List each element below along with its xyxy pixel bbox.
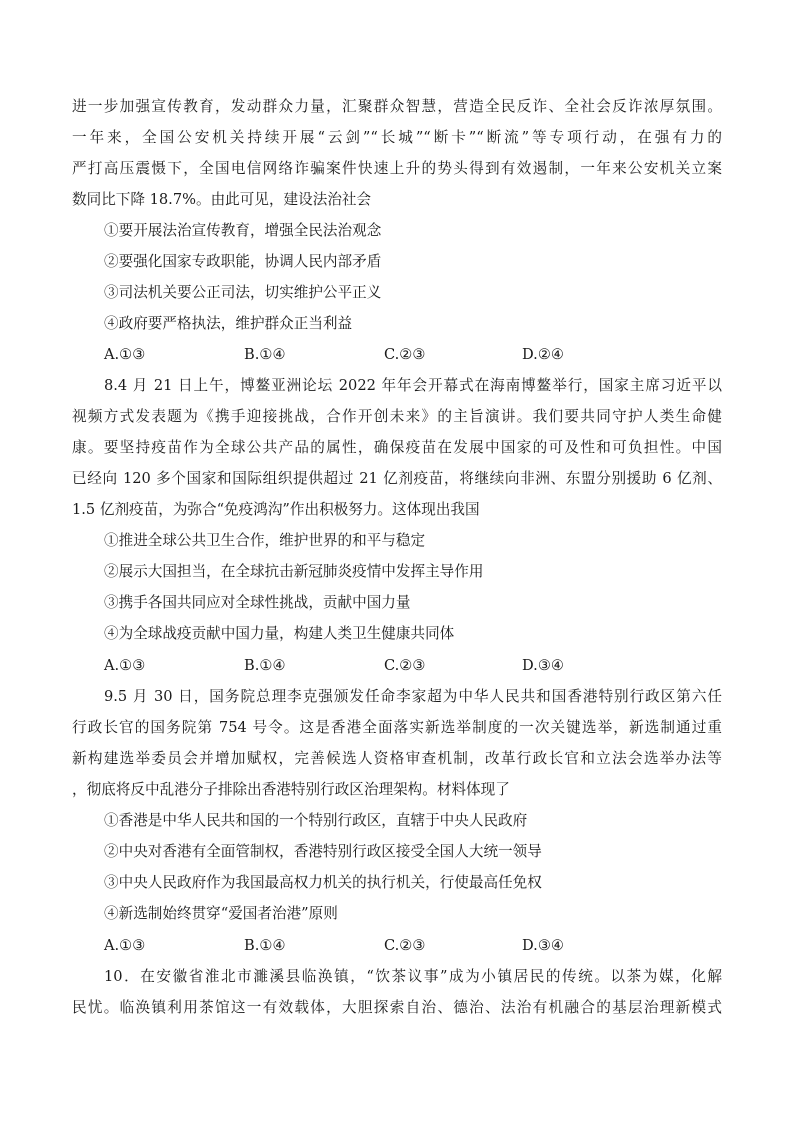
intro-line-2: 一年来，全国公安机关持续开展“云剑”“长城”“断卡”“断流”等专项行动，在强有力的 (72, 129, 722, 146)
q8-line-3: 康。要坚持疫苗作为全球公共产品的属性，确保疫苗在发展中国家的可及性和可负担性。中国 (72, 439, 722, 456)
q8-option-a: A.①③ (104, 657, 146, 674)
q8-options (104, 650, 722, 681)
q8-line-5: 1.5 亿剂疫苗，为弥合“免疫鸿沟”作出积极努力。这体现出我国 (72, 501, 480, 518)
q8-line-1: 8.4 月 21 日上午，博鳌亚洲论坛 2022 年年会开幕式在海南博鳌举行，国家主席习近平以 (104, 377, 722, 394)
q8-statement-2: ②展示大国担当，在全球抗击新冠肺炎疫情中发挥主导作用 (104, 563, 484, 580)
q9-line-1: 9.5 月 30 日，国务院总理李克强颁发任命李家超为中华人民共和国香港特别行政区第六任 (104, 688, 722, 705)
q9-option-a: A.①③ (104, 937, 146, 954)
q9-statement-1: ①香港是中华人民共和国的一个特别行政区，直辖于中央人民政府 (104, 812, 528, 829)
q8-line-2: 视频方式发表题为《携手迎接挑战，合作开创未来》的主旨演讲。我们要共同守护人类生命健 (72, 408, 722, 425)
q7-option-d: D.②④ (522, 346, 564, 363)
q8-statement-1: ①推进全球公共卫生合作，维护世界的和平与稳定 (104, 532, 426, 549)
q8-option-b: B.①④ (244, 657, 286, 674)
intro-line-1: 进一步加强宣传教育，发动群众力量，汇聚群众智慧，营造全民反诈、全社会反诈浓厚氛围。 (72, 98, 722, 115)
q9-line-3: 新构建选举委员会并增加赋权，完善候选人资格审查机制，改革行政长官和立法会选举办法等 (72, 750, 722, 767)
q8-option-d: D.③④ (522, 657, 564, 674)
q9-line-4: ，彻底将反中乱港分子排除出香港特别行政区治理架构。材料体现了 (72, 781, 510, 798)
q9-line-2: 行政长官的国务院第 754 号令。这是香港全面落实新选举制度的一次关键选举，新选制通过重 (72, 719, 722, 736)
q9-option-d: D.③④ (522, 937, 564, 954)
q7-statement-4: ④政府要严格执法，维护群众正当利益 (104, 315, 353, 332)
q7-statement-3: ③司法机关要公正司法，切实维护公平正义 (104, 284, 382, 301)
q7-option-c: C.②③ (384, 346, 426, 363)
q7-statement-2: ②要强化国家专政职能，协调人民内部矛盾 (104, 253, 382, 270)
q7-option-a: A.①③ (104, 346, 146, 363)
q8-statement-4: ④为全球战疫贡献中国力量，构建人类卫生健康共同体 (104, 625, 455, 642)
q7-option-b: B.①④ (244, 346, 286, 363)
q9-statement-4: ④新选制始终贯穿“爱国者治港”原则 (104, 905, 338, 922)
q9-statement-2: ②中央对香港有全面管制权，香港特别行政区接受全国人大统一领导 (104, 843, 542, 860)
q9-option-b: B.①④ (244, 937, 286, 954)
q7-statement-1: ①要开展法治宣传教育，增强全民法治观念 (104, 222, 382, 239)
intro-line-4: 数同比下降 18.7%。由此可见，建设法治社会 (72, 191, 372, 208)
q10-line-1: 10．在安徽省淮北市濉溪县临涣镇，“饮茶议事”成为小镇居民的传统。以茶为媒，化解 (104, 968, 722, 985)
q8-option-c: C.②③ (384, 657, 426, 674)
q9-statement-3: ③中央人民政府作为我国最高权力机关的执行机关，行使最高任免权 (104, 874, 542, 891)
q7-options (104, 339, 722, 370)
q8-line-4: 已经向 120 多个国家和国际组织提供超过 21 亿剂疫苗，将继续向非洲、东盟分别援助 6 亿剂、 (72, 470, 722, 487)
q9-options (104, 930, 722, 961)
q9-option-c: C.②③ (384, 937, 426, 954)
q8-statement-3: ③携手各国共同应对全球性挑战，贡献中国力量 (104, 594, 411, 611)
q10-line-2: 民忧。临涣镇利用茶馆这一有效载体，大胆探索自治、德治、法治有机融合的基层治理新模式 (72, 999, 722, 1016)
intro-line-3: 严打高压震慑下，全国电信网络诈骗案件快速上升的势头得到有效遏制，一年来公安机关立案 (72, 160, 722, 177)
